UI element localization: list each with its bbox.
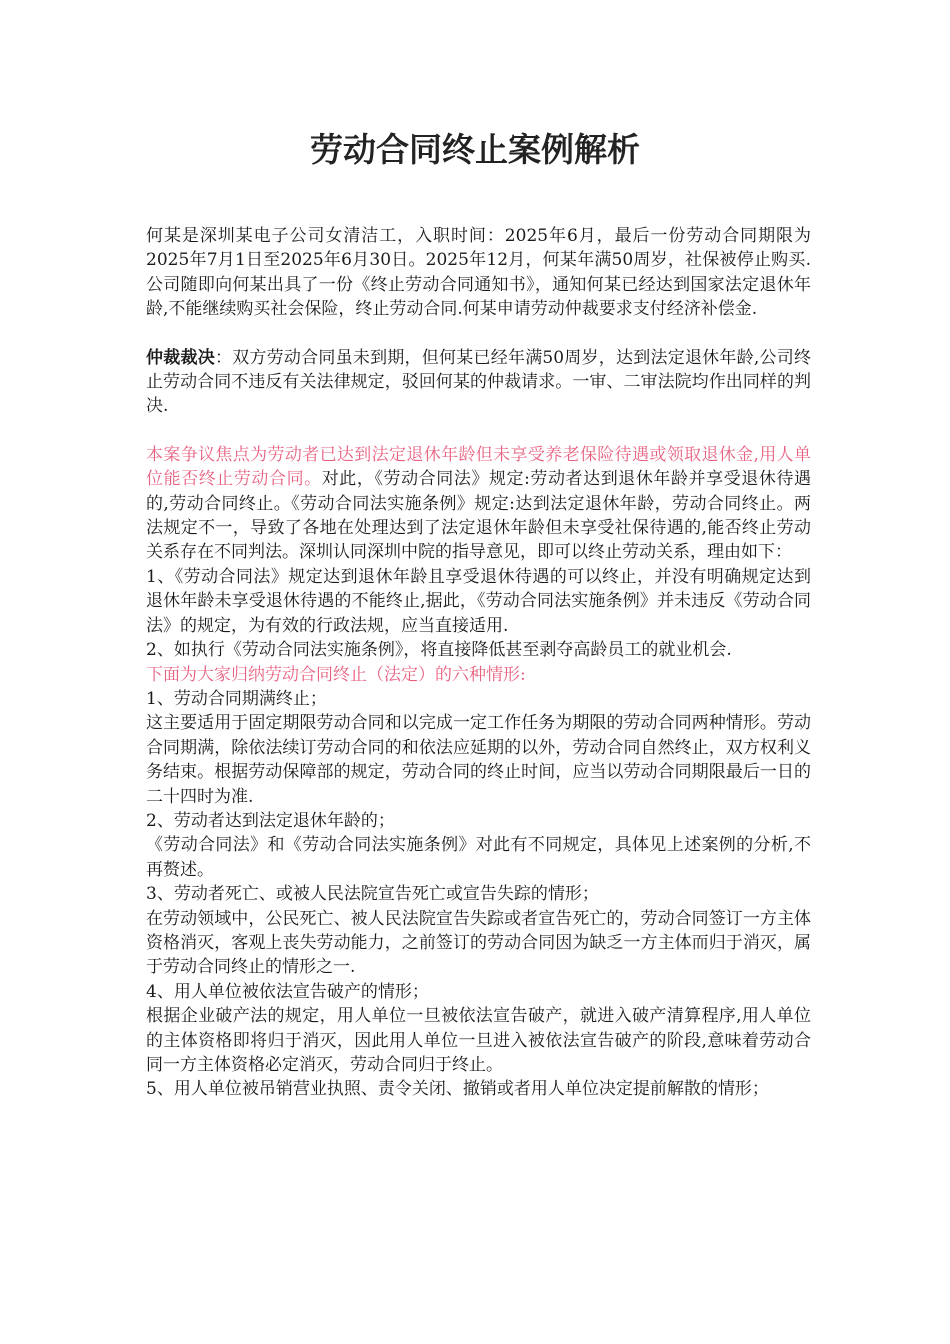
case-facts-paragraph: 何某是深圳某电子公司女清洁工，入职时间：2025年6月，最后一份劳动合同期限为2025年7月1日至2025年6月30日。2025年12月，何某年满50周岁，社保被停止购买.公司随即向何某出具了一份《终止劳动合同通知书》，通知何某已经达到国家法定退休年龄,不能继续购买社会保险，终止劳动合同.何某申请劳动仲裁要求支付经济补偿金. (146, 226, 811, 320)
item-1-text: 这主要适用于固定期限劳动合同和以完成一定工作任务为期限的劳动合同两种情形。劳动合同期满，除依法续订劳动合同的和依法应延期的以外，劳动合同自然终止，双方权利义务结束。根据劳动保障部的规定，劳动合同的终止时间，应当以劳动合同期限最后一日的二十四时为准. (146, 713, 811, 807)
item-3-text: 在劳动领域中，公民死亡、被人民法院宣告失踪或者宣告死亡的，劳动合同签订一方主体资格消灭，客观上丧失劳动能力，之前签订的劳动合同因为缺乏一方主体而归于消灭，属于劳动合同终止的情形之一. (146, 908, 811, 978)
document-title: 劳动合同终止案例解析 (310, 130, 640, 169)
item-3-title: 3、劳动者死亡、或被人民法院宣告死亡或宣告失踪的情形； (146, 884, 599, 905)
ruling-label: 仲裁裁决 (146, 347, 215, 368)
paragraph-gap (146, 322, 811, 346)
document-body (146, 224, 811, 1102)
ruling-paragraph (146, 346, 811, 419)
item-2-title: 2、劳动者达到法定退休年龄的； (146, 810, 395, 831)
item-4-title: 4、用人单位被依法宣告破产的情形； (146, 981, 429, 1002)
paragraph-gap (146, 419, 811, 443)
summary-highlight: 下面为大家归纳劳动合同终止（法定）的六种情形: (146, 664, 526, 685)
reason-1: 1、《劳动合同法》规定达到退休年龄且享受退休待遇的可以终止，并没有明确规定达到退休年龄未享受退休待遇的不能终止,据此，《劳动合同法实施条例》并未违反《劳动合同法》的规定，为有效的行政法规，应当直接适用. (146, 566, 811, 636)
item-2-text: 《劳动合同法》和《劳动合同法实施条例》对此有不同规定，具体见上述案例的分析,不再赘述。 (146, 835, 811, 880)
item-4-text: 根据企业破产法的规定，用人单位一旦被依法宣告破产，就进入破产清算程序,用人单位的主体资格即将归于消灭，因此用人单位一旦进入被依法宣告破产的阶段,意味着劳动合同一方主体资格必定消灭，劳动合同归于终止。 (146, 1006, 811, 1075)
reason-2: 2、如执行《劳动合同法实施条例》，将直接降低甚至剥夺高龄员工的就业机会. (146, 640, 732, 661)
focus-highlight: 本案争议焦点为劳动者已达到法定退休年龄但未享受养老保险待遇或领取退休金,用人单位能否终止劳动合同。 (146, 444, 811, 490)
item-5-title: 5、用人单位被吊销营业执照、责令关闭、撤销或者用人单位决定提前解散的情形； (146, 1079, 769, 1100)
focus-text: 对此，《劳动合同法》规定:劳动者达到退休年龄并享受退休待遇的,劳动合同终止。《劳动合同法实施条例》规定:达到法定退休年龄，劳动合同终止。两法规定不一，导致了各地在处理达到了法定退休年龄但未享受社保待遇的,能否终止劳动关系存在不同判法。深圳认同深圳中院的指导意见，即可以终止劳动关系，理由如下： (146, 469, 811, 563)
ruling-text: ：双方劳动合同虽未到期，但何某已经年满50周岁，达到法定退休年龄,公司终止劳动合同不违反有关法律规定，驳回何某的仲裁请求。一审、二审法院均作出同样的判决. (146, 347, 811, 417)
item-1-title: 1、劳动合同期满终止； (146, 688, 327, 709)
focus-paragraph (146, 443, 811, 565)
